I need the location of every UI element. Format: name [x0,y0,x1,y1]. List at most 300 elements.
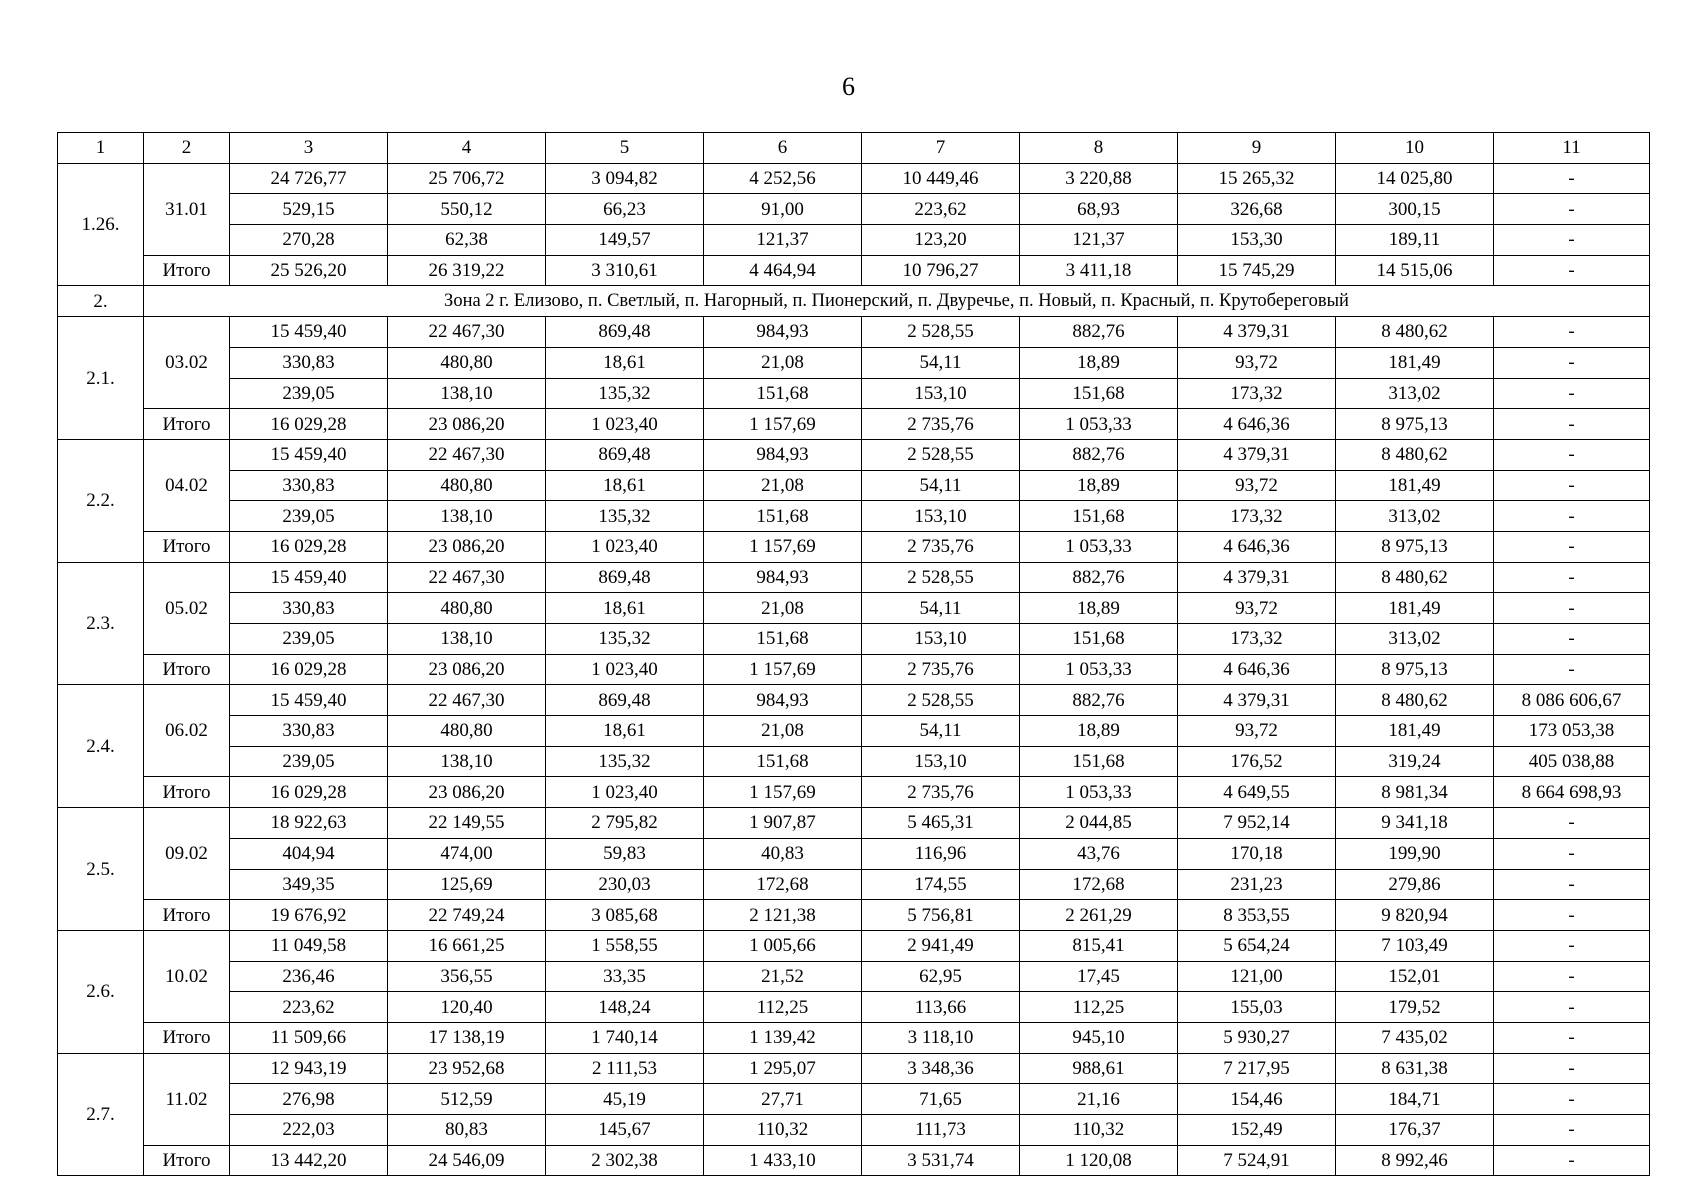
value-cell: - [1494,869,1650,900]
total-value-cell: 13 442,20 [230,1145,388,1176]
total-value-cell: 4 649,55 [1178,777,1336,808]
value-cell: 474,00 [388,838,546,869]
value-cell: 4 379,31 [1178,562,1336,593]
value-cell: 54,11 [862,347,1020,378]
value-cell: 149,57 [546,225,704,256]
total-value-cell: 1 053,33 [1020,531,1178,562]
total-label: Итого [144,900,230,931]
total-label: Итого [144,777,230,808]
tariff-table [57,132,1650,1176]
value-cell: 21,16 [1020,1084,1178,1115]
value-cell: 54,11 [862,470,1020,501]
total-value-cell: 8 664 698,93 [1494,777,1650,808]
value-cell: 529,15 [230,194,388,225]
total-value-cell: 8 975,13 [1336,409,1494,440]
value-cell: 2 528,55 [862,439,1020,470]
value-cell: 176,52 [1178,746,1336,777]
item-number: 2.1. [58,317,144,440]
value-cell: 18 922,63 [230,808,388,839]
value-cell: - [1494,1084,1650,1115]
value-cell: 984,93 [704,439,862,470]
value-cell: 15 459,40 [230,685,388,716]
value-cell: 279,86 [1336,869,1494,900]
total-value-cell: 1 120,08 [1020,1145,1178,1176]
value-cell: 480,80 [388,593,546,624]
total-row [58,255,1650,286]
table-row [58,593,1650,624]
value-cell: 110,32 [1020,1115,1178,1146]
total-value-cell: 1 740,14 [546,1022,704,1053]
value-cell: 113,66 [862,992,1020,1023]
value-cell: 21,08 [704,716,862,747]
value-cell: 8 086 606,67 [1494,685,1650,716]
value-cell: 239,05 [230,378,388,409]
value-cell: 230,03 [546,869,704,900]
value-cell: 5 654,24 [1178,930,1336,961]
value-cell: 8 480,62 [1336,562,1494,593]
value-cell: 15 459,40 [230,439,388,470]
value-cell: 22 467,30 [388,685,546,716]
total-value-cell: 1 157,69 [704,654,862,685]
value-cell: 18,61 [546,716,704,747]
total-value-cell: 2 735,76 [862,409,1020,440]
value-cell: 66,23 [546,194,704,225]
value-cell: 43,76 [1020,838,1178,869]
total-value-cell: 2 735,76 [862,777,1020,808]
total-value-cell: 25 526,20 [230,255,388,286]
total-value-cell: 3 085,68 [546,900,704,931]
value-cell: - [1494,624,1650,655]
value-cell: - [1494,501,1650,532]
value-cell: 112,25 [704,992,862,1023]
value-cell: 121,00 [1178,961,1336,992]
column-header: 1 [58,133,144,164]
total-value-cell: 1 053,33 [1020,654,1178,685]
total-value-cell: 1 157,69 [704,531,862,562]
value-cell: 151,68 [1020,501,1178,532]
value-cell: - [1494,562,1650,593]
item-number: 1.26. [58,163,144,286]
value-cell: 173,32 [1178,501,1336,532]
value-cell: 93,72 [1178,470,1336,501]
table-row [58,194,1650,225]
total-value-cell: 3 310,61 [546,255,704,286]
value-cell: 25 706,72 [388,163,546,194]
value-cell: 18,61 [546,593,704,624]
value-cell: 15 459,40 [230,317,388,348]
value-cell: 869,48 [546,439,704,470]
table-row [58,163,1650,194]
value-cell: 123,20 [862,225,1020,256]
value-cell: 404,94 [230,838,388,869]
value-cell: 869,48 [546,685,704,716]
value-cell: 111,73 [862,1115,1020,1146]
value-cell: 223,62 [230,992,388,1023]
total-value-cell: 7 524,91 [1178,1145,1336,1176]
value-cell: 148,24 [546,992,704,1023]
value-cell: 300,15 [1336,194,1494,225]
total-row [58,409,1650,440]
value-cell: 21,52 [704,961,862,992]
value-cell: - [1494,470,1650,501]
value-cell: 330,83 [230,593,388,624]
value-cell: 16 661,25 [388,930,546,961]
value-cell: 2 528,55 [862,685,1020,716]
total-value-cell: - [1494,900,1650,931]
value-cell: 480,80 [388,470,546,501]
value-cell: 176,37 [1336,1115,1494,1146]
total-value-cell: 2 302,38 [546,1145,704,1176]
total-value-cell: 16 029,28 [230,654,388,685]
table-row [58,501,1650,532]
zone-row [58,286,1650,317]
value-cell: 22 149,55 [388,808,546,839]
value-cell: 984,93 [704,562,862,593]
value-cell: 62,38 [388,225,546,256]
value-cell: 116,96 [862,838,1020,869]
value-cell: 270,28 [230,225,388,256]
value-cell: 512,59 [388,1084,546,1115]
value-cell: 405 038,88 [1494,746,1650,777]
value-cell: 8 480,62 [1336,317,1494,348]
value-cell: 155,03 [1178,992,1336,1023]
total-value-cell: 1 023,40 [546,531,704,562]
total-value-cell: 16 029,28 [230,777,388,808]
total-value-cell: 14 515,06 [1336,255,1494,286]
value-cell: 138,10 [388,501,546,532]
value-cell: 179,52 [1336,992,1494,1023]
total-value-cell: 5 930,27 [1178,1022,1336,1053]
value-cell: 1 295,07 [704,1053,862,1084]
value-cell: 18,89 [1020,593,1178,624]
column-header: 7 [862,133,1020,164]
total-row [58,1022,1650,1053]
value-cell: 988,61 [1020,1053,1178,1084]
value-cell: 184,71 [1336,1084,1494,1115]
value-cell: 8 480,62 [1336,685,1494,716]
value-cell: 3 220,88 [1020,163,1178,194]
value-cell: 170,18 [1178,838,1336,869]
zone-number: 2. [58,286,144,317]
value-cell: 151,68 [1020,746,1178,777]
total-value-cell: 9 820,94 [1336,900,1494,931]
total-value-cell: - [1494,409,1650,440]
total-value-cell: 3 531,74 [862,1145,1020,1176]
item-code: 03.02 [144,317,230,409]
value-cell: 18,89 [1020,347,1178,378]
table-row [58,624,1650,655]
value-cell: - [1494,1115,1650,1146]
value-cell: 869,48 [546,317,704,348]
item-number: 2.3. [58,562,144,685]
total-row [58,531,1650,562]
column-header: 5 [546,133,704,164]
table-row [58,1053,1650,1084]
value-cell: 4 379,31 [1178,317,1336,348]
item-number: 2.5. [58,808,144,931]
total-label: Итого [144,1022,230,1053]
value-cell: 152,49 [1178,1115,1336,1146]
total-value-cell: 3 411,18 [1020,255,1178,286]
total-value-cell: 10 796,27 [862,255,1020,286]
value-cell: 172,68 [1020,869,1178,900]
total-value-cell: 1 023,40 [546,777,704,808]
value-cell: 153,30 [1178,225,1336,256]
value-cell: 8 631,38 [1336,1053,1494,1084]
item-number: 2.4. [58,685,144,808]
value-cell: 882,76 [1020,562,1178,593]
value-cell: 151,68 [1020,624,1178,655]
item-number: 2.7. [58,1053,144,1176]
value-cell: 93,72 [1178,716,1336,747]
value-cell: 222,03 [230,1115,388,1146]
column-header: 3 [230,133,388,164]
total-value-cell: 8 981,34 [1336,777,1494,808]
value-cell: 59,83 [546,838,704,869]
value-cell: 10 449,46 [862,163,1020,194]
value-cell: 319,24 [1336,746,1494,777]
total-value-cell: 1 157,69 [704,409,862,440]
value-cell: 110,32 [704,1115,862,1146]
value-cell: 153,10 [862,624,1020,655]
value-cell: 7 103,49 [1336,930,1494,961]
value-cell: 18,61 [546,347,704,378]
total-value-cell: 1 157,69 [704,777,862,808]
value-cell: 236,46 [230,961,388,992]
value-cell: - [1494,930,1650,961]
value-cell: 153,10 [862,378,1020,409]
table-row [58,992,1650,1023]
table-row [58,439,1650,470]
value-cell: 15 459,40 [230,562,388,593]
value-cell: 181,49 [1336,470,1494,501]
total-value-cell: 7 435,02 [1336,1022,1494,1053]
total-value-cell: 11 509,66 [230,1022,388,1053]
table-row [58,808,1650,839]
total-value-cell: 22 749,24 [388,900,546,931]
total-row [58,654,1650,685]
value-cell: 882,76 [1020,685,1178,716]
value-cell: 882,76 [1020,317,1178,348]
value-cell: 138,10 [388,746,546,777]
item-code: 04.02 [144,439,230,531]
value-cell: - [1494,378,1650,409]
value-cell: 181,49 [1336,716,1494,747]
value-cell: 174,55 [862,869,1020,900]
total-value-cell: 4 646,36 [1178,654,1336,685]
total-value-cell: 4 464,94 [704,255,862,286]
value-cell: 3 094,82 [546,163,704,194]
value-cell: 62,95 [862,961,1020,992]
total-value-cell: 2 735,76 [862,531,1020,562]
item-code: 09.02 [144,808,230,900]
total-label: Итого [144,654,230,685]
value-cell: 14 025,80 [1336,163,1494,194]
item-code: 10.02 [144,930,230,1022]
total-row [58,777,1650,808]
value-cell: 984,93 [704,685,862,716]
value-cell: 330,83 [230,716,388,747]
value-cell: 12 943,19 [230,1053,388,1084]
value-cell: 93,72 [1178,593,1336,624]
total-value-cell: 1 433,10 [704,1145,862,1176]
page-number: 6 [842,72,855,101]
column-header: 10 [1336,133,1494,164]
value-cell: 135,32 [546,378,704,409]
value-cell: 7 952,14 [1178,808,1336,839]
total-value-cell: 26 319,22 [388,255,546,286]
value-cell: 181,49 [1336,347,1494,378]
item-code: 05.02 [144,562,230,654]
value-cell: 2 795,82 [546,808,704,839]
total-value-cell: - [1494,1145,1650,1176]
total-value-cell: 3 118,10 [862,1022,1020,1053]
value-cell: 2 111,53 [546,1053,704,1084]
value-cell: 173,32 [1178,378,1336,409]
column-header: 4 [388,133,546,164]
value-cell: 153,10 [862,746,1020,777]
value-cell: 313,02 [1336,501,1494,532]
value-cell: 80,83 [388,1115,546,1146]
value-cell: - [1494,992,1650,1023]
value-cell: 815,41 [1020,930,1178,961]
value-cell: 326,68 [1178,194,1336,225]
value-cell: 7 217,95 [1178,1053,1336,1084]
value-cell: - [1494,838,1650,869]
total-value-cell: 1 053,33 [1020,409,1178,440]
value-cell: 135,32 [546,746,704,777]
total-value-cell: 8 353,55 [1178,900,1336,931]
value-cell: 40,83 [704,838,862,869]
value-cell: 54,11 [862,716,1020,747]
total-value-cell: - [1494,255,1650,286]
total-value-cell: - [1494,1022,1650,1053]
value-cell: 330,83 [230,470,388,501]
table-row [58,685,1650,716]
value-cell: 199,90 [1336,838,1494,869]
table-row [58,1115,1650,1146]
value-cell: 181,49 [1336,593,1494,624]
value-cell: 4 379,31 [1178,685,1336,716]
value-cell: 18,61 [546,470,704,501]
total-row [58,900,1650,931]
value-cell: 91,00 [704,194,862,225]
value-cell: - [1494,194,1650,225]
value-cell: 121,37 [704,225,862,256]
value-cell: 173,32 [1178,624,1336,655]
total-value-cell: 2 735,76 [862,654,1020,685]
value-cell: 152,01 [1336,961,1494,992]
value-cell: 138,10 [388,378,546,409]
total-value-cell: 16 029,28 [230,409,388,440]
value-cell: 112,25 [1020,992,1178,1023]
total-row [58,1145,1650,1176]
value-cell: 71,65 [862,1084,1020,1115]
value-cell: 135,32 [546,501,704,532]
value-cell: 151,68 [704,746,862,777]
value-cell: 239,05 [230,501,388,532]
value-cell: 2 528,55 [862,317,1020,348]
value-cell: 151,68 [704,378,862,409]
value-cell: 2 528,55 [862,562,1020,593]
value-cell: 154,46 [1178,1084,1336,1115]
table-row [58,1084,1650,1115]
table-row [58,317,1650,348]
total-value-cell: - [1494,531,1650,562]
total-label: Итого [144,409,230,440]
value-cell: - [1494,347,1650,378]
value-cell: - [1494,593,1650,624]
value-cell: 21,08 [704,470,862,501]
value-cell: 223,62 [862,194,1020,225]
value-cell: 9 341,18 [1336,808,1494,839]
item-code: 11.02 [144,1053,230,1145]
value-cell: 4 252,56 [704,163,862,194]
table-row [58,961,1650,992]
value-cell: 2 941,49 [862,930,1020,961]
item-number: 2.2. [58,439,144,562]
value-cell: - [1494,808,1650,839]
value-cell: - [1494,163,1650,194]
value-cell: 22 467,30 [388,317,546,348]
value-cell: 4 379,31 [1178,439,1336,470]
value-cell: 1 005,66 [704,930,862,961]
value-cell: 189,11 [1336,225,1494,256]
column-header: 6 [704,133,862,164]
item-code: 06.02 [144,685,230,777]
value-cell: 68,93 [1020,194,1178,225]
value-cell: 22 467,30 [388,439,546,470]
value-cell: 239,05 [230,746,388,777]
value-cell: 2 044,85 [1020,808,1178,839]
value-cell: 93,72 [1178,347,1336,378]
value-cell: 138,10 [388,624,546,655]
value-cell: - [1494,961,1650,992]
value-cell: 11 049,58 [230,930,388,961]
table-body [58,133,1650,1176]
total-value-cell: 23 086,20 [388,654,546,685]
value-cell: 145,67 [546,1115,704,1146]
total-value-cell: 4 646,36 [1178,531,1336,562]
value-cell: 54,11 [862,593,1020,624]
value-cell: 356,55 [388,961,546,992]
total-label: Итого [144,531,230,562]
value-cell: 121,37 [1020,225,1178,256]
item-code: 31.01 [144,163,230,255]
value-cell: 1 907,87 [704,808,862,839]
value-cell: 172,68 [704,869,862,900]
value-cell: 27,71 [704,1084,862,1115]
total-value-cell: 19 676,92 [230,900,388,931]
value-cell: 135,32 [546,624,704,655]
total-value-cell: - [1494,654,1650,685]
value-cell: - [1494,225,1650,256]
value-cell: 276,98 [230,1084,388,1115]
table-row [58,716,1650,747]
total-value-cell: 23 086,20 [388,531,546,562]
value-cell: - [1494,439,1650,470]
value-cell: 151,68 [704,624,862,655]
value-cell: 1 558,55 [546,930,704,961]
value-cell: 869,48 [546,562,704,593]
total-value-cell: 17 138,19 [388,1022,546,1053]
table-row [58,869,1650,900]
total-value-cell: 8 975,13 [1336,654,1494,685]
value-cell: 173 053,38 [1494,716,1650,747]
header-row [58,133,1650,164]
zone-title: Зона 2 г. Елизово, п. Светлый, п. Нагорный, п. Пионерский, п. Двуречье, п. Новый, п. Красный, п. Крутобереговый [144,286,1650,317]
value-cell: 21,08 [704,347,862,378]
